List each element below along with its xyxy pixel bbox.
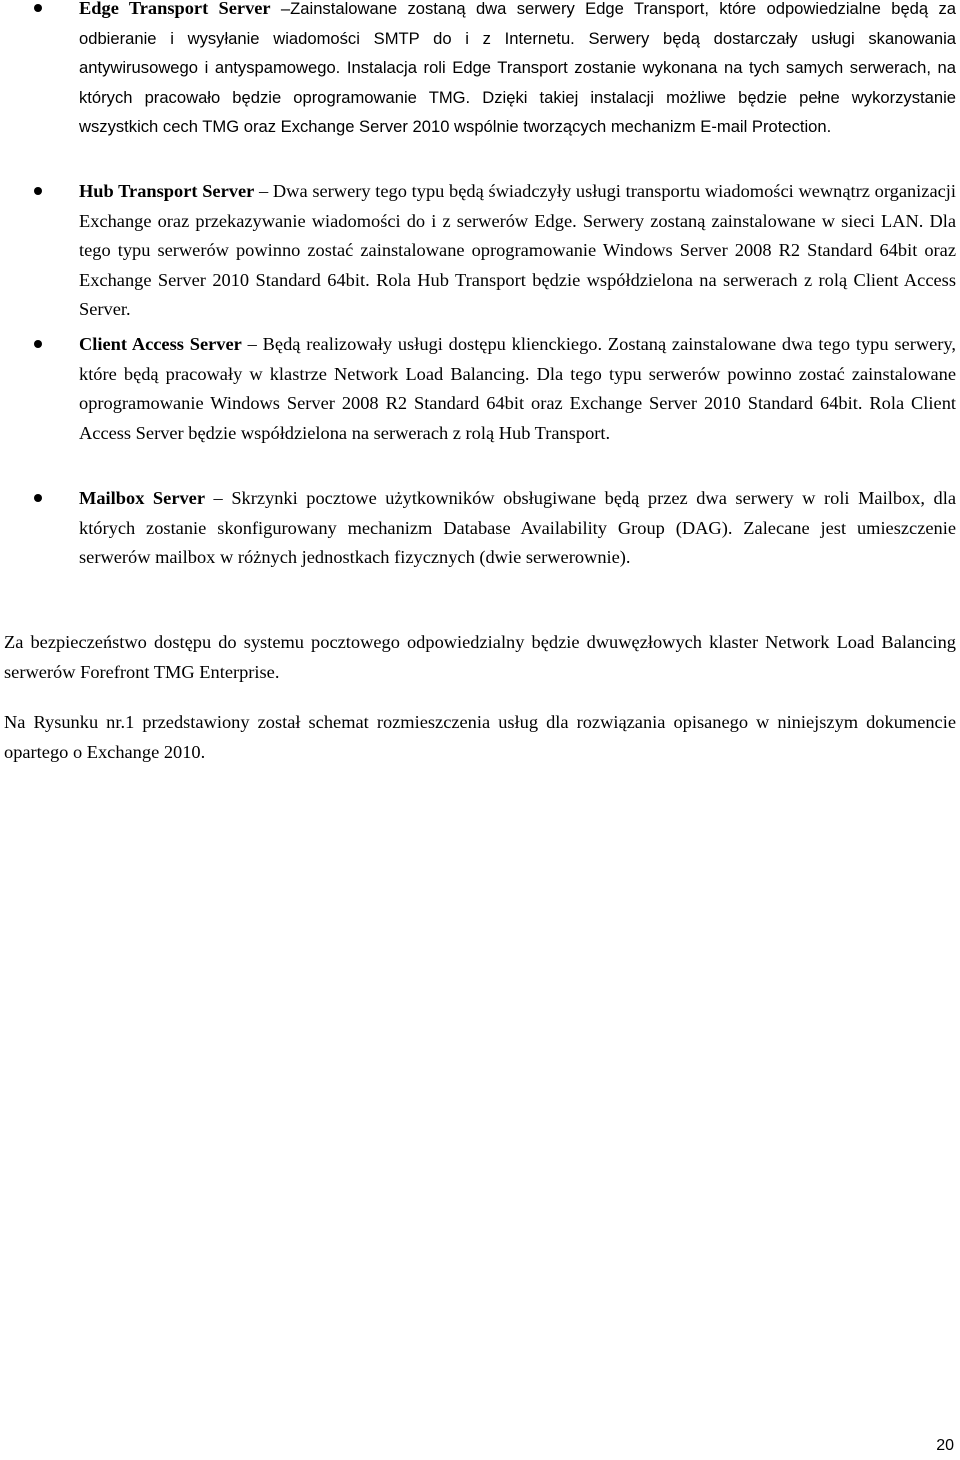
bullet-icon	[34, 4, 42, 12]
role-description: Dwa serwery tego typu będą świadczyły usługi transportu wiadomości wewnątrz organizacji Exchange oraz przekazywanie wiadomości do i z serwerów Edge. Serwery zostaną zainstalowane w sieci LAN. Dla tego typu serwerów powinno zostać zainstalowane oprogramowanie Windows Server 2008 R2 Standard 64bit oraz Exchange Server 2010 Standard 64bit. Rola Hub Transport będzie współdzielona na serwerach z rolą Client Access Server.	[79, 181, 956, 319]
list-item-client-access	[0, 330, 960, 448]
security-paragraph: Za bezpieczeństwo dostępu do systemu pocztowego odpowiedzialny będzie dwuwęzłowych klaster Network Load Balancing serwerów Forefront TMG Enterprise.	[4, 632, 956, 682]
figure-reference-paragraph: Na Rysunku nr.1 przedstawiony został schemat rozmieszczenia usług dla rozwiązania opisanego w niniejszym dokumencie opartego o Exchange 2010.	[4, 712, 956, 762]
role-description: Zainstalowane zostaną dwa serwery Edge Transport, które odpowiedzialne będą za odbieranie i wysyłanie wiadomości SMTP do i z Internetu. Serwery będą dostarczały usługi skanowania antywirusowego i antyspamowego. Instalacja roli Edge Transport zostanie wykonana na tych samych serwerach, na których pracowało będzie oprogramowanie TMG. Dzięki takiej instalacji możliwe będzie pełne wykorzystanie wszystkich cech TMG oraz Exchange Server 2010 wspólnie tworzących mechanizm E-mail Protection.	[79, 0, 956, 136]
role-separator: –	[254, 181, 273, 201]
role-separator: –	[241, 334, 263, 354]
list-item-mailbox	[0, 484, 960, 573]
role-description: Będą realizowały usługi dostępu klienckiego. Zostaną zainstalowane dwa tego typu serwery, które będą pracowały w klastrze Network Load Balancing. Dla tego typu serwerów powinno zostać zainstalowane oprogramowanie Windows Server 2008 R2 Standard 64bit oraz Exchange Server 2010 Standard 64bit. Rola Client Access Server będzie współdzielona na serwerach z rolą Hub Transport.	[79, 334, 957, 443]
role-term: Mailbox Server	[79, 488, 206, 508]
bullet-icon	[34, 494, 42, 502]
list-item-hub-transport	[0, 177, 960, 325]
role-term: Client Access Server	[79, 334, 242, 354]
page-number: 20	[936, 1437, 954, 1454]
bullet-icon	[34, 340, 42, 348]
role-term: Edge Transport Server	[79, 0, 271, 18]
role-separator: –	[270, 0, 291, 18]
role-description: Skrzynki pocztowe użytkowników obsługiwane będą przez dwa serwery w roli Mailbox, dla których zostanie skonfigurowany mechanizm Database Availability Group (DAG). Zalecane jest umieszczenie serwerów mailbox w różnych jednostkach fizycznych (dwie serwerownie).	[79, 488, 957, 567]
role-separator: –	[205, 488, 232, 508]
bullet-icon	[34, 187, 42, 195]
role-term: Hub Transport Server	[79, 181, 255, 201]
list-item-edge-transport	[0, 0, 960, 142]
